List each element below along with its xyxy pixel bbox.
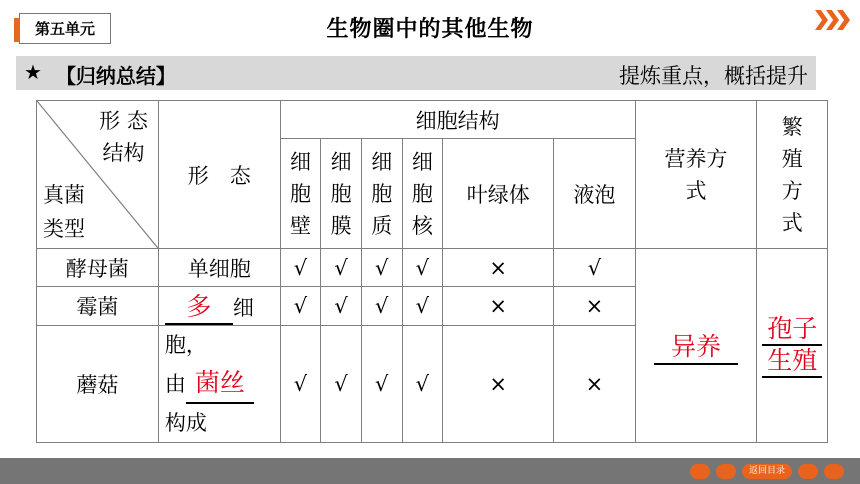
corner-header-cell [37, 101, 159, 249]
form-prefix: 由 [164, 372, 186, 396]
corner-bottom-line: 真菌 [43, 183, 85, 207]
summary-bar [16, 56, 816, 90]
mark-cell: √ [321, 287, 362, 326]
corner-top-line: 结构 [102, 141, 145, 165]
form-line: 构成 [164, 411, 207, 435]
first-page-icon[interactable] [690, 464, 710, 479]
form-line: 胞， [164, 333, 207, 357]
sub-col-vacuole: 液泡 [554, 139, 635, 249]
next-page-icon[interactable] [798, 464, 818, 479]
table-row [37, 249, 828, 287]
mark-cell: √ [280, 326, 321, 443]
row-form [158, 287, 280, 326]
sub-col-chloroplast: 叶绿体 [443, 139, 554, 249]
sub-col-cytoplasm: 细 胞 质 [361, 139, 402, 249]
sub-col-cell-wall: 细 胞 壁 [280, 139, 321, 249]
reproduction-answer-line: 生殖 [762, 346, 822, 378]
reproduction-answer-line: 孢子 [762, 314, 822, 346]
footer-nav [690, 464, 844, 479]
mark-cell: × [443, 326, 554, 443]
form-answer: 多 [165, 287, 233, 325]
double-chevron-right-icon[interactable] [815, 10, 848, 30]
mark-cell: √ [402, 326, 443, 443]
sub-col-nucleus: 细 胞 核 [402, 139, 443, 249]
nutrition-answer: 异养 [654, 327, 738, 365]
col-cell-structure-header: 细胞结构 [280, 101, 635, 139]
col-nutrition-header: 营养方 式 [635, 101, 757, 249]
star-icon: ★ [24, 60, 42, 84]
reproduction-answer-cell [757, 249, 828, 443]
mark-cell: × [554, 326, 635, 443]
mark-cell: √ [361, 249, 402, 287]
header-bar [0, 0, 860, 50]
mark-cell: × [443, 287, 554, 326]
mark-cell: √ [321, 326, 362, 443]
mark-cell: √ [554, 249, 635, 287]
nutrition-answer-cell [635, 249, 757, 443]
mark-cell: √ [280, 287, 321, 326]
form-suffix: 细 [232, 296, 254, 320]
row-type: 蘑菇 [37, 326, 159, 443]
back-to-contents-button[interactable]: 返回目录 [742, 464, 792, 479]
mark-cell: √ [402, 287, 443, 326]
chevron-right-icon [815, 10, 828, 30]
row-type: 霉菌 [37, 287, 159, 326]
mark-cell: √ [321, 249, 362, 287]
summary-slogan: 提炼重点，概括提升 [619, 64, 808, 88]
row-form [158, 326, 280, 443]
summary-label: 【归纳总结】 [55, 64, 176, 88]
corner-top-line: 形 态 [99, 109, 148, 133]
mark-cell: × [443, 249, 554, 287]
mark-cell: √ [361, 326, 402, 443]
mark-cell: √ [361, 287, 402, 326]
mark-cell: √ [280, 249, 321, 287]
last-page-icon[interactable] [824, 464, 844, 479]
corner-bottom-line: 类型 [43, 217, 85, 241]
page-title: 生物圈中的其他生物 [326, 17, 534, 42]
row-type: 酵母菌 [37, 249, 159, 287]
row-form: 单细胞 [158, 249, 280, 287]
unit-label: 第五单元 [34, 20, 95, 38]
fungi-summary-table [36, 100, 828, 443]
prev-page-icon[interactable] [716, 464, 736, 479]
form-answer: 菌丝 [186, 364, 254, 404]
sub-col-cell-membrane: 细 胞 膜 [321, 139, 362, 249]
mark-cell: × [554, 287, 635, 326]
col-reproduction-header: 繁 殖 方 式 [757, 101, 828, 249]
col-form-header: 形 态 [158, 101, 280, 249]
mark-cell: √ [402, 249, 443, 287]
